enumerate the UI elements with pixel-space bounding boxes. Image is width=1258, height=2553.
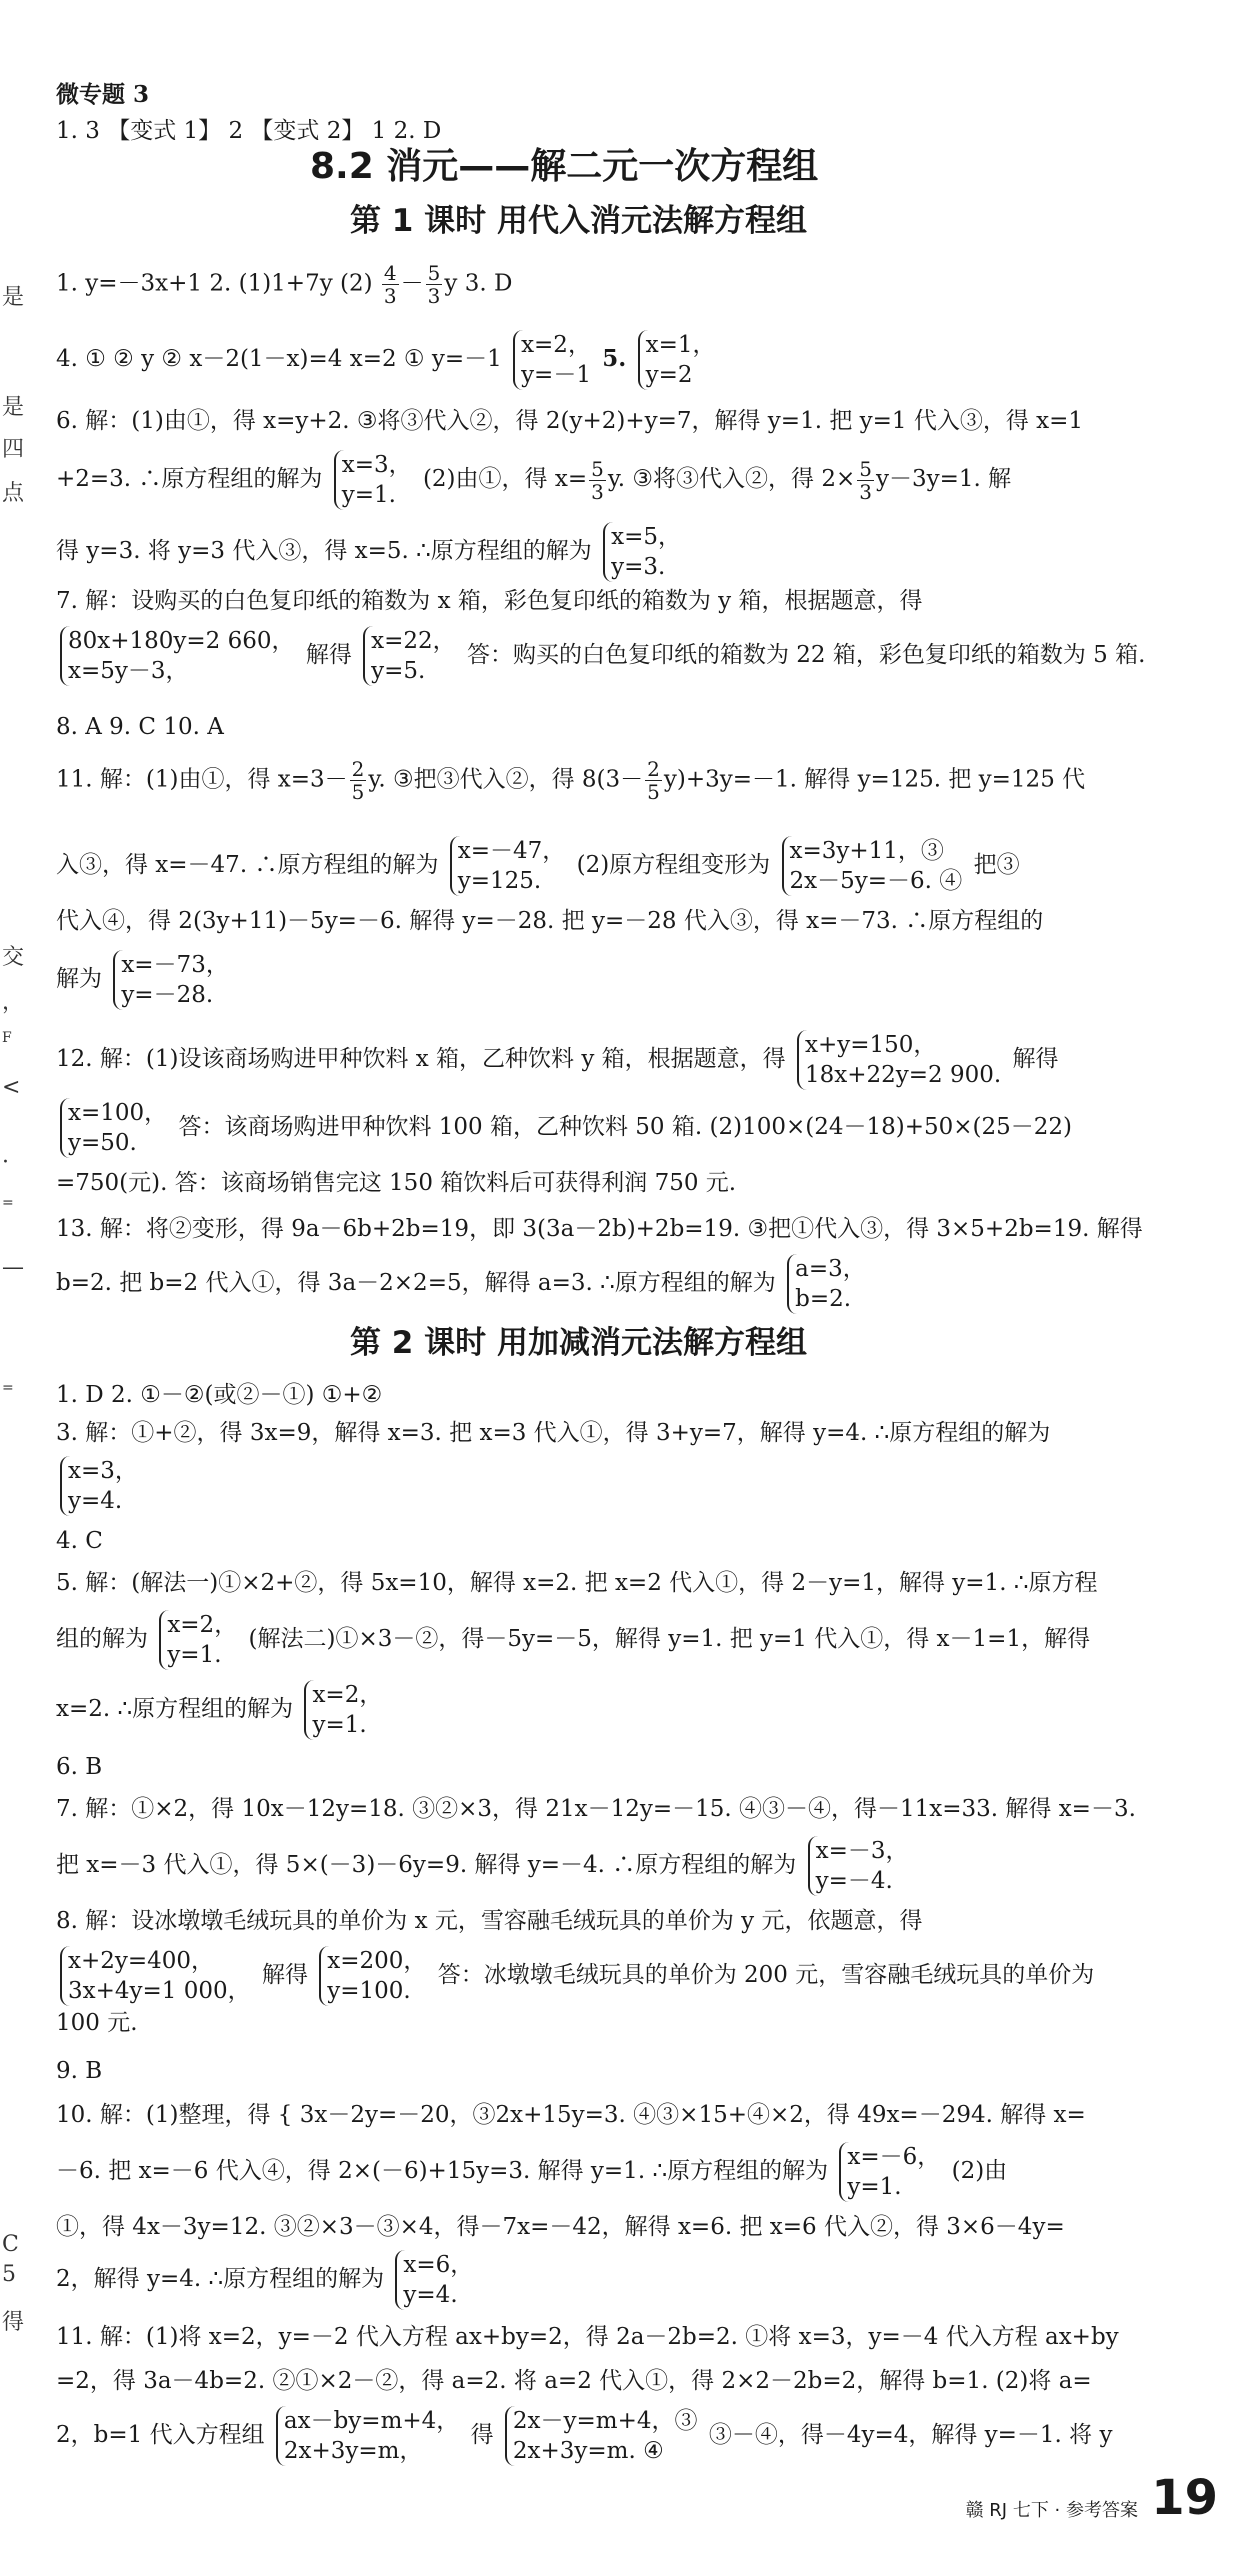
equation-system: x=－47， y=125. <box>450 836 566 896</box>
equation-system: x=2， y=－1 <box>513 330 591 390</box>
answer-line: 8. 解：设冰墩墩毛绒玩具的单价为 x 元，雪容融毛绒玩具的单价为 y 元，依题意，得 <box>56 1908 923 1934</box>
answer-line: －6. 把 x=－6 代入④，得 2×(－6)+15y=3. 解得 y=1. ∴原方程组的解为 x=－6， y=1. (2)由 <box>56 2144 1008 2200</box>
answer-line: 11. 解：(1)由①，得 x=3－ $\frac{2}{5}$ y. ③把③代入②，得 8(3－ $\frac{2}{5}$ y)+3y=－1. 解得 y=125. 把 y=125 代 <box>56 757 1086 804</box>
answer-line: 4. C <box>56 1528 103 1554</box>
answer-line: 3. 解：①+②，得 3x=9，解得 x=3. 把 x=3 代入①，得 3+y=7，解得 y=4. ∴原方程组的解为 <box>56 1420 1051 1446</box>
answer-line: +2=3. ∴原方程组的解为 x=3， y=1. (2)由①，得 x= $\frac{5}{3}$ y. ③将③代入②，得 2× $\frac{5}{3}$ y－3y=1. 解 <box>56 452 1012 508</box>
equation-system: x=－3， y=－4. <box>808 1836 909 1896</box>
equation-system: x=3y+11，③ 2x－5y=－6. ④ <box>782 836 963 896</box>
answer-line: 解为 x=－73， y=－28. <box>56 952 229 1008</box>
equation-system: x=3， y=1. <box>334 450 412 510</box>
lesson2-title: 第 2 课时 用加减消元法解方程组 <box>350 1325 807 1361</box>
equation-system: 80x+180y=2 660， x=5y－3， <box>60 626 295 686</box>
answer-line: x=2. ∴原方程组的解为 x=2， y=1. <box>56 1682 383 1738</box>
answer-line: 1. D 2. ①－②(或②－①) ①+② <box>56 1382 383 1408</box>
equation-system: x=2， y=1. <box>304 1680 382 1740</box>
answer-line: 100 元. <box>56 2010 138 2036</box>
page-number: 19 <box>1151 2470 1218 2526</box>
answer-line: 80x+180y=2 660， x=5y－3， 解得 x=22， y=5. 答：购买的白色复印纸的箱数为 22 箱，彩色复印纸的箱数为 5 箱. <box>56 626 1145 686</box>
answer-line: 10. 解：(1)整理，得 { 3x－2y=－20，③2x+15y=3. ④③×15+④×2，得 49x=－294. 解得 x= <box>56 2102 1086 2128</box>
equation-system: x+y=150， 18x+22y=2 900. <box>797 1030 1001 1090</box>
answer-line: b=2. 把 b=2 代入①，得 3a－2×2=5，解得 a=3. ∴原方程组的解为 a=3， b=2. <box>56 1256 866 1312</box>
equation-system: ax－by=m+4， 2x+3y=m， <box>276 2406 459 2466</box>
answer-line: 得 y=3. 将 y=3 代入③，得 x=5. ∴原方程组的解为 x=5， y=3. <box>56 524 681 580</box>
answer-line: 2，b=1 代入方程组 ax－by=m+4， 2x+3y=m， 得 2x－y=m+4，③ 2x+3y=m. ④ ③－④，得－4y=4，解得 y=－1. 将 y <box>56 2408 1113 2464</box>
micro-topic-answers: 1. 3 【变式 1】 2 【变式 2】 1 2. D <box>56 118 442 144</box>
equation-system: x=2， y=1. <box>159 1610 237 1670</box>
answer-line: 7. 解：①×2，得 10x－12y=18. ③②×3，得 21x－12y=－15. ④③－④，得－11x=33. 解得 x=－3. <box>56 1796 1136 1822</box>
equation-system: x=－6， y=1. <box>839 2142 940 2202</box>
answer-line: 11. 解：(1)将 x=2，y=－2 代入方程 ax+by=2，得 2a－2b=2. ①将 x=3，y=－4 代入方程 ax+by <box>56 2324 1119 2350</box>
equation-system: x=100， y=50. <box>60 1098 167 1158</box>
equation-system: x=1， y=2 <box>638 330 716 390</box>
equation-system: x=5， y=3. <box>603 522 681 582</box>
answer-line: =750(元). 答：该商场销售完这 150 箱饮料后可获得利润 750 元. <box>56 1170 737 1196</box>
answer-line: 9. B <box>56 2058 103 2084</box>
answer-line: 13. 解：将②变形，得 9a－6b+2b=19，即 3(3a－2b)+2b=19. ③把①代入③，得 3×5+2b=19. 解得 <box>56 1216 1143 1242</box>
answer-line <box>56 1456 142 1516</box>
lesson1-title: 第 1 课时 用代入消元法解方程组 <box>350 203 807 239</box>
answer-line: 6. B <box>56 1754 103 1780</box>
answer-line: =2，得 3a－4b=2. ②①×2－②，得 a=2. 将 a=2 代入①，得 2×2－2b=2，解得 b=1. (2)将 a= <box>56 2368 1092 2394</box>
answer-line: x+2y=400， 3x+4y=1 000， 解得 x=200， y=100. 答：冰墩墩毛绒玩具的单价为 200 元，雪容融毛绒玩具的单价为 <box>56 1946 1094 2006</box>
equation-system: 2x－y=m+4，③ 2x+3y=m. ④ <box>505 2406 698 2466</box>
equation-system: x+2y=400， 3x+4y=1 000， <box>60 1946 251 2006</box>
equation-system: x=200， y=100. <box>319 1946 426 2006</box>
answer-line: 把 x=－3 代入①，得 5×(－3)－6y=9. 解得 y=－4. ∴原方程组的解为 x=－3， y=－4. <box>56 1838 909 1894</box>
equation-system: x=6， y=4. <box>395 2250 473 2310</box>
answer-line: 6. 解：(1)由①，得 x=y+2. ③将③代入②，得 2(y+2)+y=7，解得 y=1. 把 y=1 代入③，得 x=1 <box>56 408 1084 434</box>
answer-line: ①，得 4x－3y=12. ③②×3－③×4，得－7x=－42，解得 x=6. 把 x=6 代入②，得 3×6－4y= <box>56 2214 1065 2240</box>
micro-topic-heading: 微专题 3 <box>56 81 150 108</box>
answer-line: 组的解为 x=2， y=1. (解法二)①×3－②，得－5y=－5，解得 y=1. 把 y=1 代入①，得 x－1=1，解得 <box>56 1612 1091 1668</box>
answer-line: 12. 解：(1)设该商场购进甲种饮料 x 箱，乙种饮料 y 箱，根据题意，得 x+y=150， 18x+22y=2 900. 解得 <box>56 1032 1059 1088</box>
answer-line: 1. y=－3x+1 2. (1)1+7y (2) $\frac{4}{3}$ － $\frac{5}{3}$ y 3. D <box>56 261 513 308</box>
answer-line: 8. A 9. C 10. A <box>56 714 224 740</box>
equation-system: a=3， b=2. <box>787 1254 866 1314</box>
equation-system: x=22， y=5. <box>363 626 456 686</box>
footer-book-label: 赣 RJ 七下 · 参考答案 <box>965 2500 1138 2521</box>
equation-system: x=3， y=4. <box>60 1456 138 1516</box>
answer-line: x=100， y=50. 答：该商场购进甲种饮料 100 箱，乙种饮料 50 箱. (2)100×(24－18)+50×(25－22) <box>56 1098 1072 1158</box>
left-margin-cut-text: 是 是 四 点 交 ， F < · = — = C 5 得 <box>2 285 25 2335</box>
section-title: 8.2 消元——解二元一次方程组 <box>310 146 819 187</box>
answer-line: 2，解得 y=4. ∴原方程组的解为 x=6， y=4. <box>56 2252 474 2308</box>
answer-line: 7. 解：设购买的白色复印纸的箱数为 x 箱，彩色复印纸的箱数为 y 箱，根据题意，得 <box>56 588 923 614</box>
answer-line: 5. 解：(解法一)①×2+②，得 5x=10，解得 x=2. 把 x=2 代入①，得 2－y=1，解得 y=1. ∴原方程 <box>56 1570 1098 1596</box>
answer-line: 4. ① ② y ② x－2(1－x)=4 x=2 ① y=－1 x=2， y=－1 5. x=1， y=2 <box>56 332 716 388</box>
answer-line: 入③，得 x=－47. ∴原方程组的解为 x=－47， y=125. (2)原方程组变形为 x=3y+11，③ 2x－5y=－6. ④ 把③ <box>56 838 1020 894</box>
equation-system: x=－73， y=－28. <box>113 950 229 1010</box>
answer-line: 代入④，得 2(3y+11)－5y=－6. 解得 y=－28. 把 y=－28 代入③，得 x=－73. ∴原方程组的 <box>56 908 1044 934</box>
